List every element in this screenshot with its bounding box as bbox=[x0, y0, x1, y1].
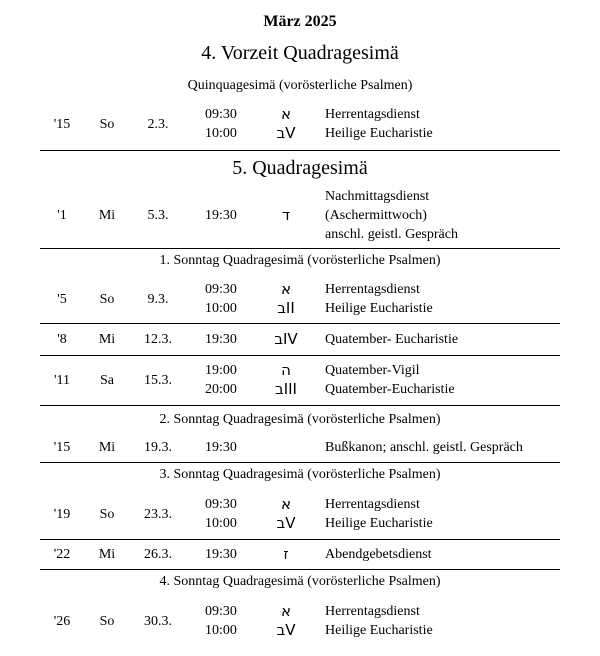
hebrew-mark: א bbox=[280, 495, 292, 513]
section-subheading: 2. Sonntag Quadragesimä (vorösterliche Psalmen) bbox=[159, 412, 441, 427]
entry-weekday: Mi bbox=[98, 332, 116, 347]
entry-label: Herrentagsdienst bbox=[325, 604, 420, 619]
entry-weekday: Mi bbox=[98, 208, 116, 223]
entry-label: Heilige Eucharistie bbox=[325, 516, 433, 531]
entry-weekday: So bbox=[99, 614, 115, 629]
entry-label: Bußkanon; anschl. geistl. Gespräch bbox=[325, 440, 523, 455]
entry-times bbox=[196, 545, 246, 564]
entry-date: 9.3. bbox=[147, 292, 169, 307]
entry-labels bbox=[325, 361, 585, 399]
hebrew-mark: בV bbox=[276, 124, 296, 142]
entry-date: 19.3. bbox=[144, 440, 172, 455]
entry-label: Nachmittagsdienst bbox=[325, 189, 430, 204]
section-subheading: 3. Sonntag Quadragesimä (vorösterliche Psalmen) bbox=[159, 467, 441, 482]
entry-label: Heilige Eucharistie bbox=[325, 623, 433, 638]
entry-time: 19:30 bbox=[205, 332, 237, 347]
entry-marks bbox=[262, 495, 310, 533]
entry-time: 09:30 bbox=[205, 497, 237, 512]
entry-labels bbox=[325, 495, 585, 533]
hebrew-mark: בIII bbox=[275, 380, 297, 398]
divider bbox=[40, 539, 560, 540]
entry-number: '1 bbox=[57, 208, 67, 223]
hebrew-mark: א bbox=[280, 105, 292, 123]
entry-time: 19:00 bbox=[205, 363, 237, 378]
entry-time: 10:00 bbox=[205, 126, 237, 141]
divider bbox=[40, 462, 560, 463]
hebrew-mark: בV bbox=[276, 621, 296, 639]
entry-weekday: So bbox=[99, 117, 115, 132]
entry-label: (Aschermittwoch) bbox=[325, 208, 427, 223]
entry-label: Quatember-Vigil bbox=[325, 363, 420, 378]
entry-number: '5 bbox=[57, 292, 67, 307]
entry-weekday: Mi bbox=[98, 440, 116, 455]
entry-number: '15 bbox=[53, 440, 71, 455]
hebrew-mark: ז bbox=[283, 545, 289, 563]
entry-label: Herrentagsdienst bbox=[325, 497, 420, 512]
entry-labels bbox=[325, 330, 585, 349]
entry-times bbox=[196, 280, 246, 318]
entry-number: '15 bbox=[53, 117, 71, 132]
entry-time: 10:00 bbox=[205, 516, 237, 531]
entry-labels bbox=[325, 280, 585, 318]
entry-date: 30.3. bbox=[144, 614, 172, 629]
entry-times bbox=[196, 602, 246, 640]
entry-time: 19:30 bbox=[205, 440, 237, 455]
hebrew-mark: בV bbox=[276, 514, 296, 532]
entry-marks bbox=[262, 545, 310, 564]
entry-number: '22 bbox=[53, 547, 71, 562]
entry-label: Heilige Eucharistie bbox=[325, 301, 433, 316]
divider bbox=[40, 405, 560, 406]
entry-date: 26.3. bbox=[144, 547, 172, 562]
section-heading: 4. Vorzeit Quadragesimä bbox=[201, 42, 399, 64]
divider bbox=[40, 150, 560, 151]
hebrew-mark: א bbox=[280, 280, 292, 298]
hebrew-mark: ד bbox=[281, 206, 291, 224]
entry-weekday: So bbox=[99, 507, 115, 522]
entry-time: 09:30 bbox=[205, 282, 237, 297]
entry-number: '19 bbox=[53, 507, 71, 522]
entry-time: 09:30 bbox=[205, 604, 237, 619]
entry-date: 15.3. bbox=[144, 373, 172, 388]
entry-label: Herrentagsdienst bbox=[325, 282, 420, 297]
entry-marks bbox=[262, 280, 310, 318]
entry-label: anschl. geistl. Gespräch bbox=[325, 227, 458, 242]
entry-labels bbox=[325, 187, 585, 244]
entry-times bbox=[196, 438, 246, 457]
hebrew-mark: בII bbox=[277, 299, 295, 317]
divider bbox=[40, 248, 560, 249]
hebrew-mark: א bbox=[280, 602, 292, 620]
divider bbox=[40, 569, 560, 570]
entry-marks bbox=[262, 105, 310, 143]
entry-time: 10:00 bbox=[205, 623, 237, 638]
hebrew-mark: בIV bbox=[274, 330, 298, 348]
page-title: März 2025 bbox=[263, 13, 337, 30]
entry-number: '11 bbox=[53, 373, 70, 388]
entry-time: 20:00 bbox=[205, 382, 237, 397]
entry-times bbox=[196, 495, 246, 533]
entry-marks bbox=[262, 330, 310, 349]
entry-times bbox=[196, 206, 246, 225]
entry-labels bbox=[325, 438, 585, 457]
entry-labels bbox=[325, 602, 585, 640]
entry-times bbox=[196, 330, 246, 349]
entry-labels bbox=[325, 545, 585, 564]
entry-time: 19:30 bbox=[205, 547, 237, 562]
entry-times bbox=[196, 105, 246, 143]
entry-date: 5.3. bbox=[147, 208, 169, 223]
section-subheading: Quinquagesimä (vorösterliche Psalmen) bbox=[187, 78, 413, 93]
section-subheading: 4. Sonntag Quadragesimä (vorösterliche Psalmen) bbox=[159, 574, 441, 589]
entry-label: Quatember-Eucharistie bbox=[325, 382, 455, 397]
section-subheading: 1. Sonntag Quadragesimä (vorösterliche Psalmen) bbox=[159, 253, 441, 268]
entry-marks bbox=[262, 206, 310, 225]
entry-date: 12.3. bbox=[144, 332, 172, 347]
entry-label: Herrentagsdienst bbox=[325, 107, 420, 122]
hebrew-mark: ה bbox=[281, 361, 291, 379]
entry-date: 23.3. bbox=[144, 507, 172, 522]
entry-marks bbox=[262, 602, 310, 640]
divider bbox=[40, 323, 560, 324]
entry-time: 10:00 bbox=[205, 301, 237, 316]
entry-number: '26 bbox=[53, 614, 71, 629]
entry-weekday: Mi bbox=[98, 547, 116, 562]
entry-times bbox=[196, 361, 246, 399]
entry-number: '8 bbox=[57, 332, 67, 347]
entry-time: 19:30 bbox=[205, 208, 237, 223]
section-heading: 5. Quadragesimä bbox=[232, 157, 368, 179]
entry-time: 09:30 bbox=[205, 107, 237, 122]
entry-date: 2.3. bbox=[147, 117, 169, 132]
entry-marks bbox=[262, 361, 310, 399]
entry-label: Abendgebetsdienst bbox=[325, 547, 432, 562]
entry-label: Quatember- Eucharistie bbox=[325, 332, 459, 347]
entry-label: Heilige Eucharistie bbox=[325, 126, 433, 141]
entry-labels bbox=[325, 105, 585, 143]
entry-weekday: So bbox=[99, 292, 115, 307]
divider bbox=[40, 355, 560, 356]
entry-weekday: Sa bbox=[100, 373, 114, 388]
